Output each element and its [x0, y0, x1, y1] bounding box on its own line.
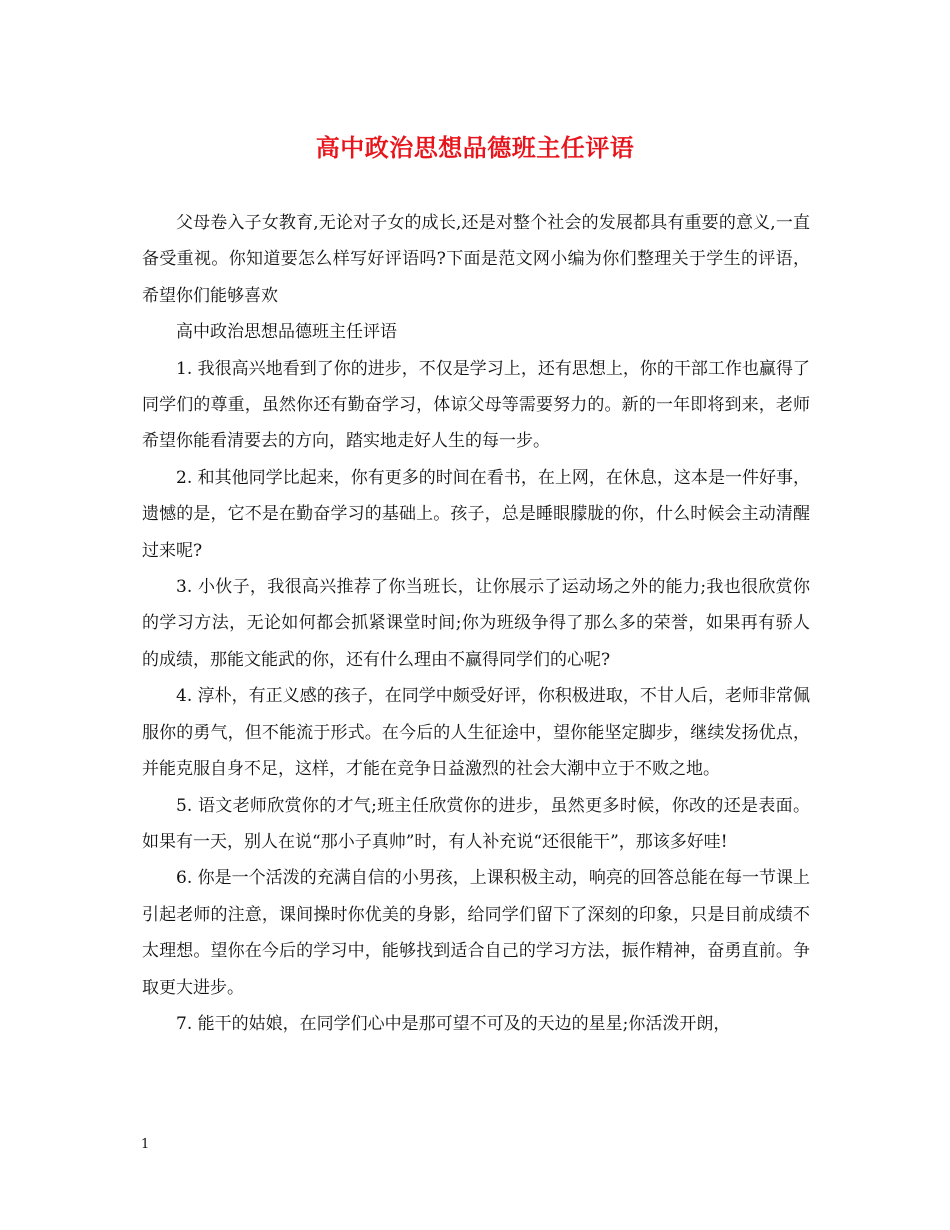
page-number: 1 — [141, 1137, 150, 1152]
comment-item-7: 7. 能干的姑娘，在同学们心中是那可望不可及的天边的星星;你活泼开朗， — [176, 1013, 731, 1034]
comment-item-3: 3. 小伙子，我很高兴推荐了你当班长，让你展示了运动场之外的能力;我也很欣赏你的学习方法，无论如何都会抓紧课堂时间;你为班级争得了那么多的荣誉，如果再有骄人的成绩，那能文能武的你，还有什么理由不赢得同学们的心呢? — [142, 577, 810, 670]
intro-paragraph: 父母卷入子女教育,无论对子女的成长,还是对整个社会的发展都具有重要的意义,一直备受重视。你知道要怎么样写好评语吗?下面是范文网小编为你们整理关于学生的评语，希望你们能够喜欢 — [142, 213, 810, 306]
comment-item-4: 4. 淳朴，有正义感的孩子，在同学中颇受好评，你积极进取，不甘人后，老师非常佩服你的勇气，但不能流于形式。在今后的人生征途中，望你能坚定脚步，继续发扬优点，并能克服自身不足，这样，才能在竞争日益激烈的社会大潮中立于不败之地。 — [142, 686, 810, 780]
section-heading: 高中政治思想品德班主任评语 — [176, 322, 397, 343]
comment-item-2: 2. 和其他同学比起来，你有更多的时间在看书，在上网，在休息，这本是一件好事，遗憾的是，它不是在勤奋学习的基础上。孩子，总是睡眼朦胧的你，什么时候会主动清醒过来呢? — [142, 467, 810, 561]
comment-item-1: 1. 我很高兴地看到了你的进步，不仅是学习上，还有思想上，你的干部工作也赢得了同学们的尊重，虽然你还有勤奋学习，体谅父母等需要努力的。新的一年即将到来，老师希望你能看清要去的方向，踏实地走好人生的每一步。 — [142, 358, 810, 452]
comment-item-5: 5. 语文老师欣赏你的才气;班主任欣赏你的进步，虽然更多时候，你改的还是表面。如果有一天，别人在说“那小子真帅”时，有人补充说“还很能干”，那该多好哇! — [142, 795, 810, 852]
comment-item-6: 6. 你是一个活泼的充满自信的小男孩，上课积极主动，响亮的回答总能在每一节课上引起老师的注意，课间操时你优美的身影，给同学们留下了深刻的印象，只是目前成绩不太理想。望你在今后的学习中，能够找到适合自己的学习方法，振作精神，奋勇直前。争取更大进步。 — [142, 868, 810, 998]
document-title: 高中政治思想品德班主任评语 — [315, 133, 635, 162]
document-body — [142, 205, 810, 1042]
